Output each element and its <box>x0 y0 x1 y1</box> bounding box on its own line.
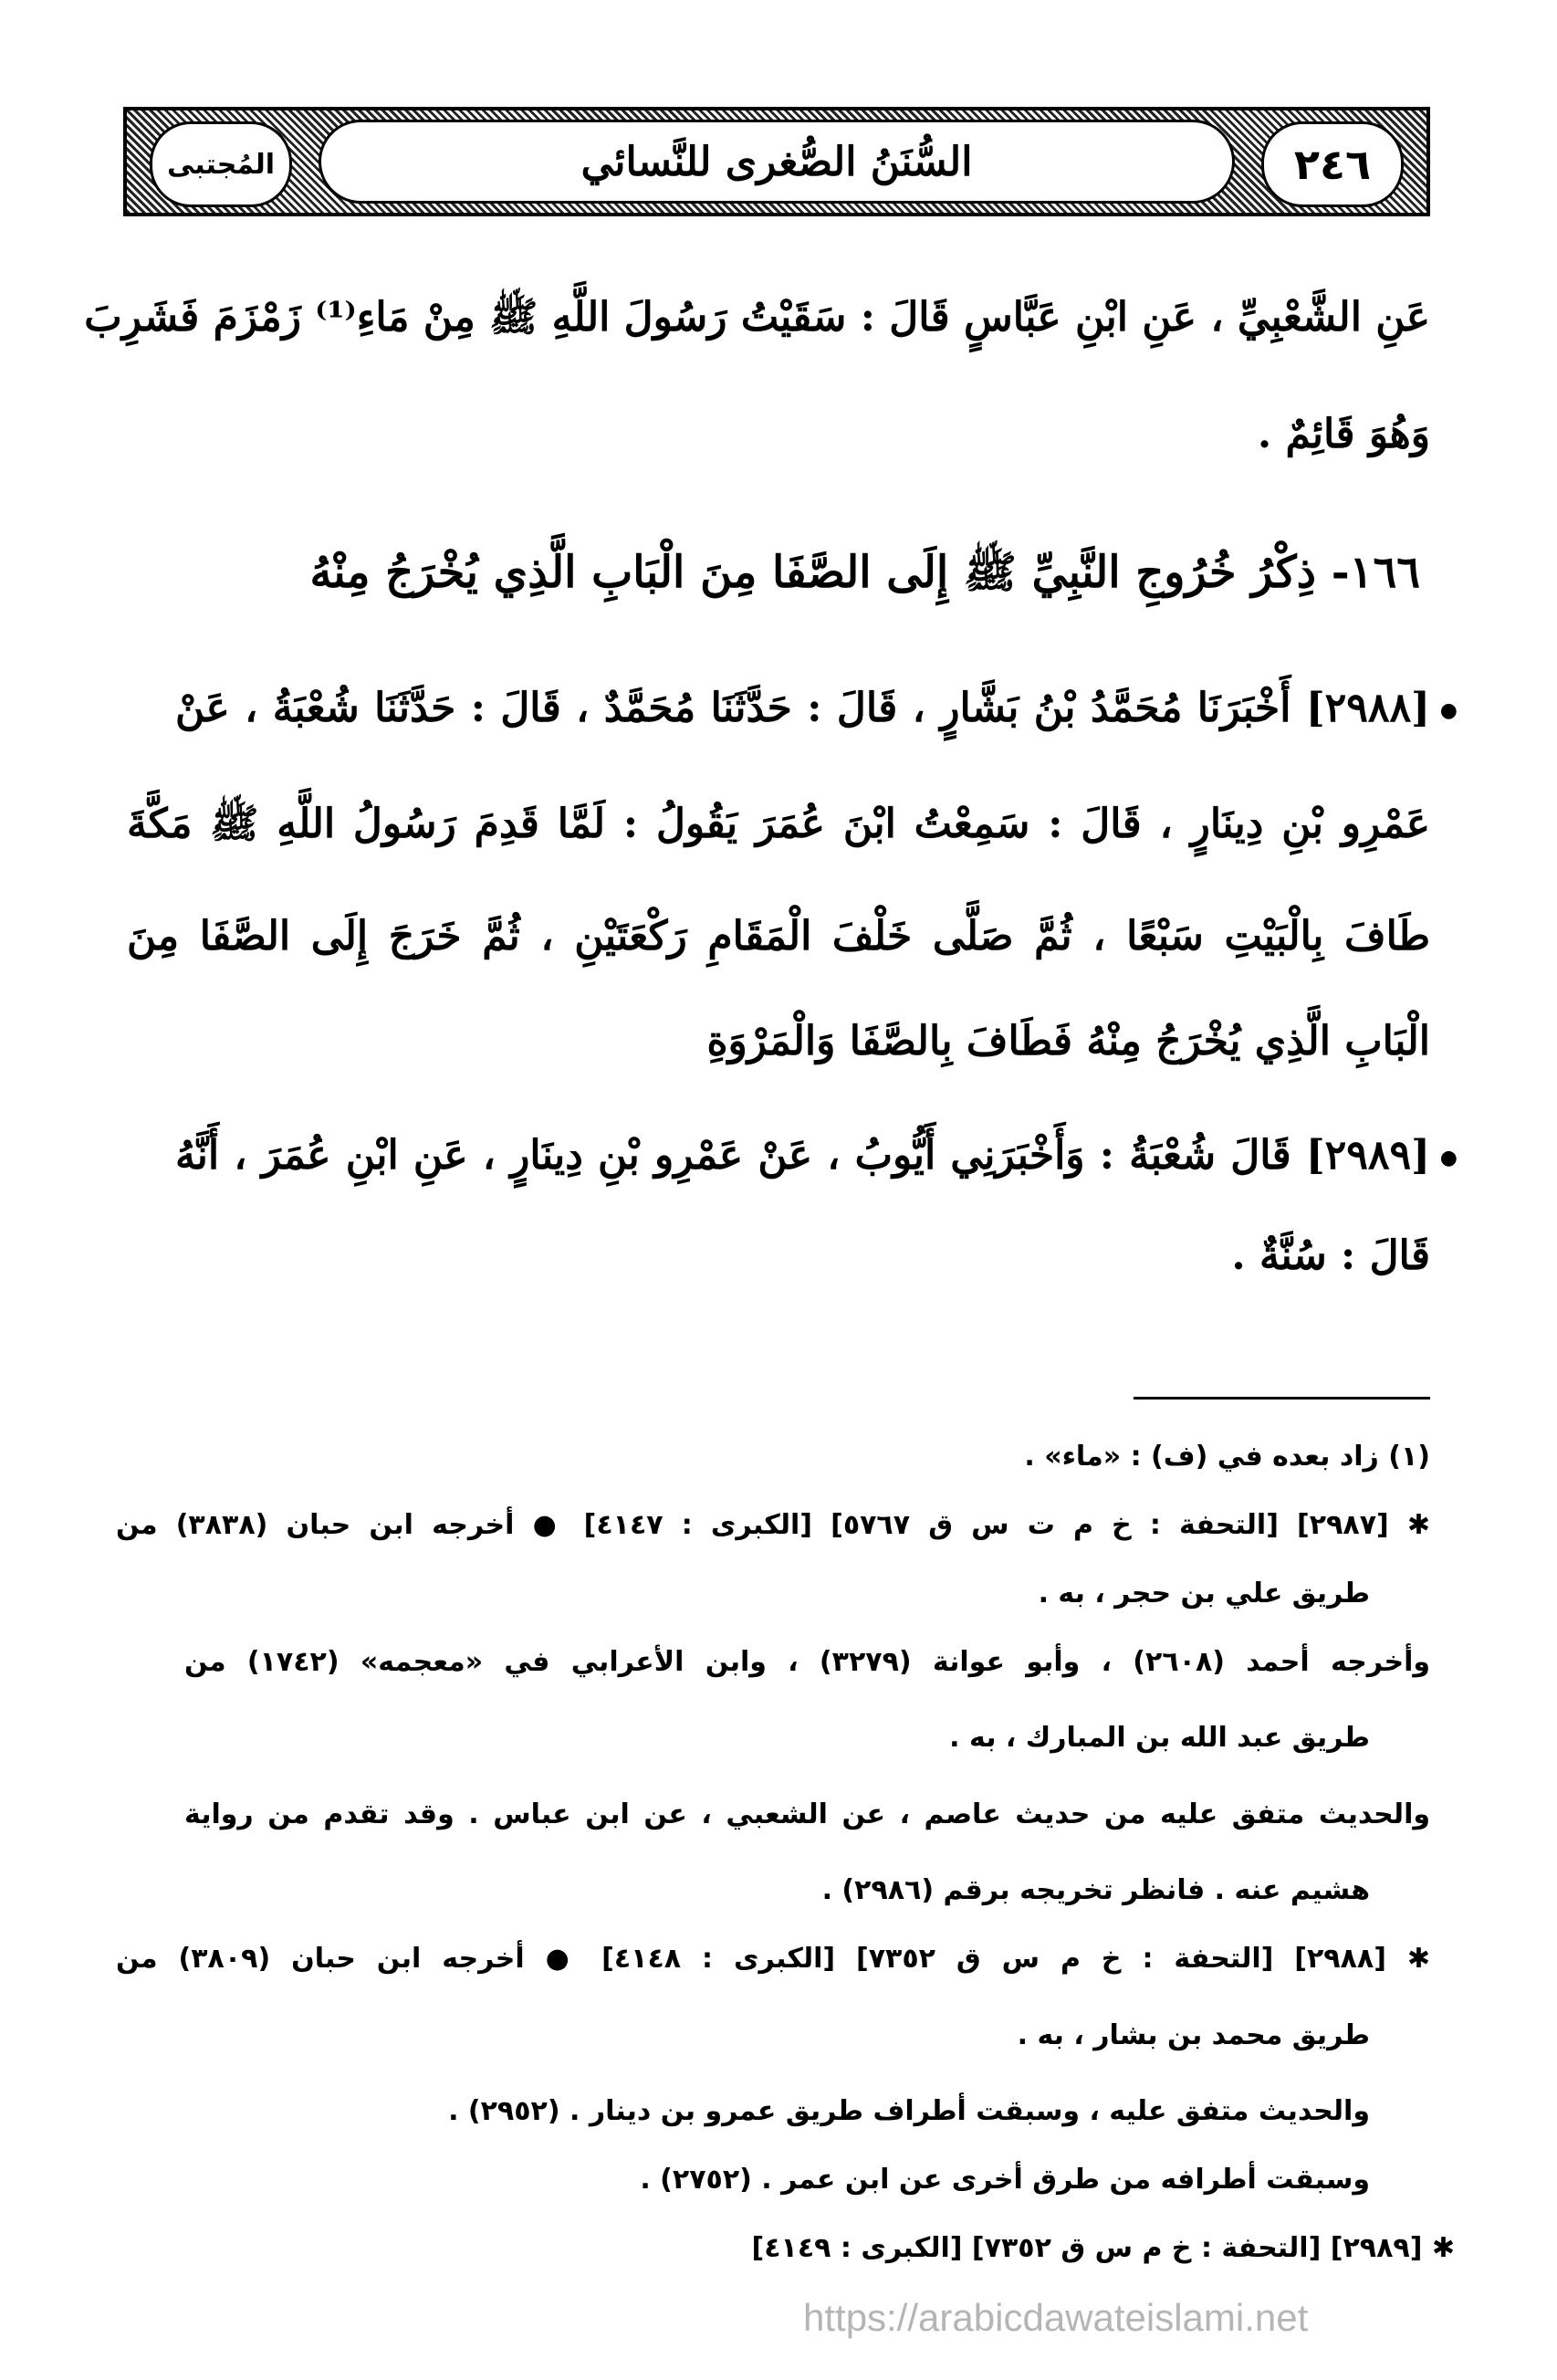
page-number: ٢٤٦ <box>1261 121 1404 207</box>
hadith-line <box>175 1132 1458 1179</box>
text-line: وَهُوَ قَائِمٌ . <box>1257 411 1430 457</box>
chapter-heading: ١٦٦- ذِكْرُ خُرُوجِ النَّبِيِّ ﷺ إِلَى الصَّفَا مِنَ الْبَابِ الَّذِي يُخْرَجُ مِنْهُ <box>309 547 1420 598</box>
bullet-icon: ● <box>1439 1146 1458 1169</box>
footnote-line: طريق عبد الله بن المبارك ، به . <box>949 1722 1370 1754</box>
footnote-line: ✱ [٢٩٨٧] [التحفة : خ م ت س ق ٥٧٦٧] [الكبرى : ٤١٤٧] ● أخرجه ابن حبان (٣٨٣٨) من <box>116 1509 1431 1541</box>
footnote-line: طريق محمد بن بشار ، به . <box>1017 2019 1370 2051</box>
hadith-line: قَالَ : سُنَّةٌ . <box>1231 1232 1430 1279</box>
hadith-text: [٢٩٨٩] قَالَ شُعْبَةُ : وَأَخْبَرَنِي أَيُّوبُ ، عَنْ عَمْرِو بْنِ دِينَارٍ ، عَنِ ابْنِ عُمَرَ ، أَنَّهُ <box>175 1132 1430 1179</box>
header-medallion: المُجتبى <box>150 121 292 207</box>
page-header-frame <box>123 107 1430 216</box>
footnote-line: ✱ [٢٩٨٩] [التحفة : خ م س ق ٧٣٥٢] [الكبرى : ٤١٤٩] <box>751 2232 1455 2264</box>
footnote-line: وأخرجه أحمد (٢٦٠٨) ، وأبو عوانة (٣٢٧٩) ، وابن الأعرابي في «معجمه» (١٧٤٢) من <box>184 1646 1430 1678</box>
watermark-url: https://arabicdawateislami.net <box>803 2296 1309 2339</box>
text-line: عَنِ الشَّعْبِيِّ ، عَنِ ابْنِ عَبَّاسٍ قَالَ : سَقَيْتُ رَسُولَ اللَّهِ ﷺ مِنْ مَاءِ⁽¹⁾ زَمْزَمَ فَشَرِبَ <box>84 294 1430 341</box>
bullet-icon: ● <box>1439 698 1458 722</box>
hadith-line <box>175 685 1458 731</box>
footnote-line: (١) زاد بعده في (ف) : «ماء» . <box>1024 1441 1430 1473</box>
hadith-line: الْبَابِ الَّذِي يُخْرَجُ مِنْهُ فَطَافَ بِالصَّفَا وَالْمَرْوَةِ <box>706 1018 1430 1064</box>
footnote-line: والحديث متفق عليه ، وسبقت أطراف طريق عمرو بن دينار . (٢٩٥٢) . <box>448 2095 1370 2127</box>
hadith-line: طَافَ بِالْبَيْتِ سَبْعًا ، ثُمَّ صَلَّى خَلْفَ الْمَقَامِ رَكْعَتَيْنِ ، ثُمَّ خَرَجَ إِلَى الصَّفَا مِنَ <box>127 913 1430 959</box>
footnote-line: ✱ [٢٩٨٨] [التحفة : خ م س ق ٧٣٥٢] [الكبرى : ٤١٤٨] ● أخرجه ابن حبان (٣٨٠٩) من <box>116 1943 1430 1975</box>
hadith-line: عَمْرِو بْنِ دِينَارٍ ، قَالَ : سَمِعْتُ ابْنَ عُمَرَ يَقُولُ : لَمَّا قَدِمَ رَسُولُ اللَّهِ ﷺ مَكَّةَ <box>127 801 1430 847</box>
footnote-line: طريق علي بن حجر ، به . <box>1038 1578 1370 1609</box>
footnote-divider <box>1134 1397 1430 1400</box>
footnote-line: وسبقت أطرافه من طرق أخرى عن ابن عمر . (٢٧٥٢) . <box>640 2164 1370 2196</box>
book-title: السُّنَنُ الصُّغرى للنَّسائي <box>319 120 1235 204</box>
footnote-line: والحديث متفق عليه من حديث عاصم ، عن الشعبي ، عن ابن عباس . وقد تقدم من رواية <box>184 1798 1430 1830</box>
hadith-text: [٢٩٨٨] أَخْبَرَنَا مُحَمَّدُ بْنُ بَشَّارٍ ، قَالَ : حَدَّثَنَا مُحَمَّدٌ ، قَالَ : حَدَّثَنَا شُعْبَةُ ، عَنْ <box>175 685 1430 731</box>
footnote-line: هشيم عنه . فانظر تخريجه برقم (٢٩٨٦) . <box>821 1874 1370 1906</box>
